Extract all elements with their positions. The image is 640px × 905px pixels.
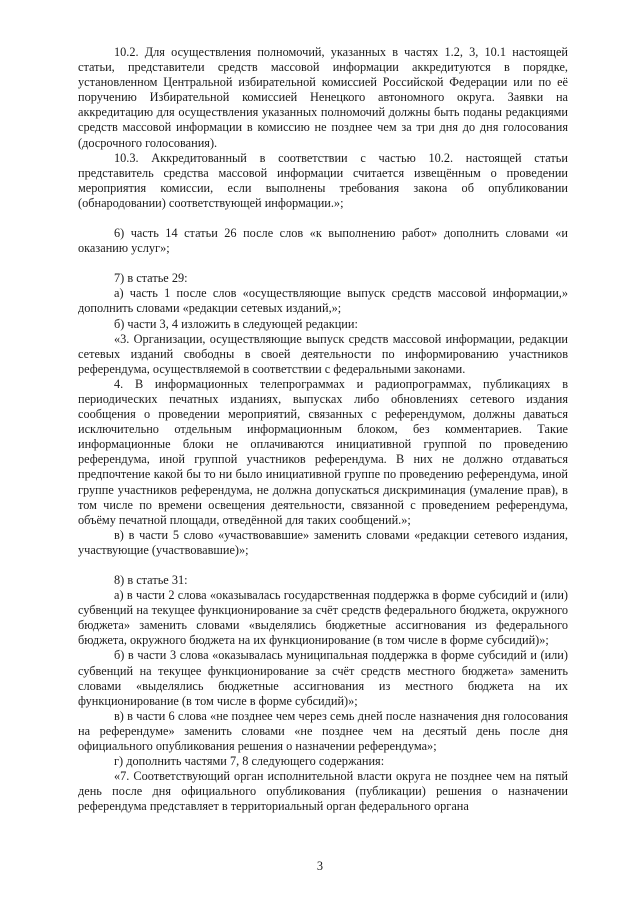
paragraph-item-7a: а) часть 1 после слов «осуществляющие выпуск средств массовой информации,» дополнить словами «редакции сетевых изданий,»; bbox=[78, 286, 568, 316]
paragraph-part-7: «7. Соответствующий орган исполнительной власти округа не позднее чем на пятый день после дня официального опубликования (публикации) решения о назначении референдума представляет в территориальный орган федерального органа bbox=[78, 769, 568, 814]
paragraph-part-3: «3. Организации, осуществляющие выпуск средств массовой информации, редакции сетевых изданий свободны в своей деятельности по информированию участников референдума, осуществляемой в соответствии с федеральными законами. bbox=[78, 331, 568, 376]
paragraph-item-7b: б) части 3, 4 изложить в следующей редакции: bbox=[114, 316, 358, 331]
paragraph-10-3: 10.3. Аккредитованный в соответствии с частью 10.2. настоящей статьи представитель средства массовой информации считается извещённым о проведении мероприятия комиссии, если выполнены требования закона об опубликовании (обнародовании) соответствующей информации.»; bbox=[78, 150, 568, 210]
paragraph-item-8g: г) дополнить частями 7, 8 следующего содержания: bbox=[114, 754, 385, 769]
paragraph-item-8a: а) в части 2 слова «оказывалась государственная поддержка в форме субсидий и (или) субвенций на текущее функционирование за счёт средств федерального бюджета, окружного бюджета» заменить словами «выделялись бюджетные ассигнования из федерального бюджета, окружного бюджета на их функционирование (в том числе в форме субсидий)»; bbox=[78, 588, 568, 648]
paragraph-10-2: 10.2. Для осуществления полномочий, указанных в частях 1.2, 3, 10.1 настоящей статьи, представители средств массовой информации аккредитуются в порядке, установленном Центральной избирательной комиссией Российской Федерации или по её поручению Избирательной комиссией Ненецкого автономного округа. Заявки на аккредитацию для осуществления указанных полномочий должны быть поданы редакциями средств массовой информации в комиссию не позднее чем за три дня до дня голосования (досрочного голосования). bbox=[78, 45, 568, 150]
paragraph-part-4: 4. В информационных телепрограммах и радиопрограммах, публикациях в периодических печатных изданиях, выпусках либо обновлениях сетевого издания сообщения о проведении мероприятий, связанных с референдумом, должны даваться исключительно отдельным информационным блоком, без комментариев. Такие информационные блоки не оплачиваются инициативной группой по проведению референдума, иной группой участников референдума. В них не должно отдаваться предпочтение какой бы то ни было инициативной группе по проведению референдума, иной группе участников референдума, не должна допускаться дискриминация (умаление прав), в том числе по времени освещения деятельности, связанной с проведением референдума, объёму печатной площади, отведённой для таких сообщений.»; bbox=[78, 376, 568, 527]
paragraph-item-7: 7) в статье 29: bbox=[114, 271, 188, 286]
paragraph-item-8: 8) в статье 31: bbox=[114, 573, 188, 587]
paragraph-item-6: 6) часть 14 статьи 26 после слов «к выполнению работ» дополнить словами «и оказанию услуг»; bbox=[78, 226, 568, 256]
paragraph-item-7v: в) в части 5 слово «участвовавшие» заменить словами «редакции сетевого издания, участвующие (участвовавшие)»; bbox=[78, 527, 568, 557]
paragraph-item-8v: в) в части 6 слова «не позднее чем через семь дней после назначения дня голосования на референдуме» заменить словами «не позднее чем на десятый день после дня официального опубликования решения о назначении референдума»; bbox=[78, 708, 568, 754]
paragraph-item-8b: б) в части 3 слова «оказывалась муниципальная поддержка в форме субсидий и (или) субвенций на текущее функционирование за счёт средств местного бюджета» заменить словами «выделялись бюджетные ассигнования из местного бюджета на их функционирование (в том числе в форме субсидий)»; bbox=[78, 648, 568, 708]
page-number: 3 bbox=[316, 859, 324, 873]
document-body bbox=[78, 45, 568, 815]
